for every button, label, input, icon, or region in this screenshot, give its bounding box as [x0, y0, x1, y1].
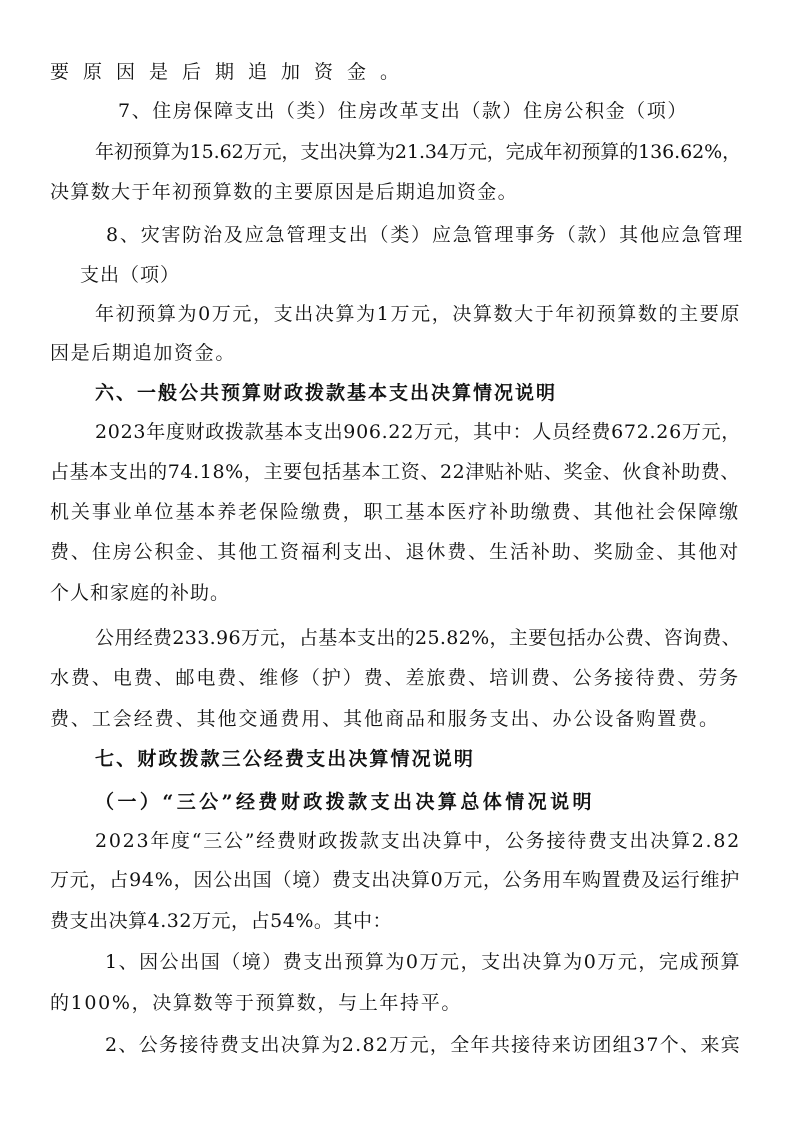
item-heading: 8、灾害防治及应急管理支出（类）应急管理事务（款）其他应急管理 [106, 224, 744, 246]
paragraph-line: 的100%，决算数等于预算数，与上年持平。 [50, 992, 462, 1014]
item-heading: 支出（项） [80, 264, 180, 286]
paragraph-line: 年初预算为15.62万元，支出决算为21.34万元，完成年初预算的136.62%， [95, 141, 741, 163]
section-heading-7: 七、财政拨款三公经费支出决算情况说明 [95, 748, 475, 770]
subsection-heading: （一）“三公”经费财政拨款支出决算总体情况说明 [95, 791, 595, 813]
paragraph-line: 2023年度财政拨款基本支出906.22万元，其中：人员经费672.26万元， [95, 421, 741, 443]
paragraph-line: 因是后期追加资金。 [50, 342, 236, 364]
paragraph-line: 水费、电费、邮电费、维修（护）费、差旅费、培训费、公务接待费、劳务 [50, 667, 740, 689]
paragraph-line: 公用经费233.96万元，占基本支出的25.82%，主要包括办公费、咨询费、 [95, 627, 741, 649]
paragraph-line: 1、因公出国（境）费支出预算为0万元，支出决算为0万元，完成预算 [105, 951, 741, 973]
paragraph-line: 机关事业单位基本养老保险缴费，职工基本医疗补助缴费、其他社会保障缴 [50, 501, 740, 523]
paragraph-line: 费、工会经费、其他交通费用、其他商品和服务支出、办公设备购置费。 [50, 708, 720, 730]
paragraph-line: 2、公务接待费支出决算为2.82万元，全年共接待来访团组37个、来宾 [105, 1034, 741, 1056]
item-heading: 7、住房保障支出（类）住房改革支出（款）住房公积金（项） [118, 100, 688, 122]
paragraph-line: 万元，占94%，因公出国（境）费支出决算0万元，公务用车购置费及运行维护 [50, 869, 740, 891]
section-heading-6: 六、一般公共预算财政拨款基本支出决算情况说明 [95, 382, 557, 404]
paragraph-line: 2023年度“三公”经费财政拨款支出决算中，公务接待费支出决算2.82 [95, 830, 741, 852]
paragraph-line: 年初预算为0万元，支出决算为1万元，决算数大于年初预算数的主要原 [95, 303, 741, 325]
paragraph-line: 费支出决算4.32万元，占54%。其中： [50, 910, 392, 932]
paragraph-line: 费、住房公积金、其他工资福利支出、退休费、生活补助、奖励金、其他对 [50, 541, 740, 563]
paragraph-line: 占基本支出的74.18%，主要包括基本工资、22津贴补贴、奖金、伙食补助费、 [50, 461, 740, 483]
paragraph-line: 决算数大于年初预算数的主要原因是后期追加资金。 [50, 181, 518, 203]
paragraph-line: 要原因是后期追加资金。 [50, 61, 414, 83]
paragraph-line: 个人和家庭的补助。 [50, 582, 230, 604]
